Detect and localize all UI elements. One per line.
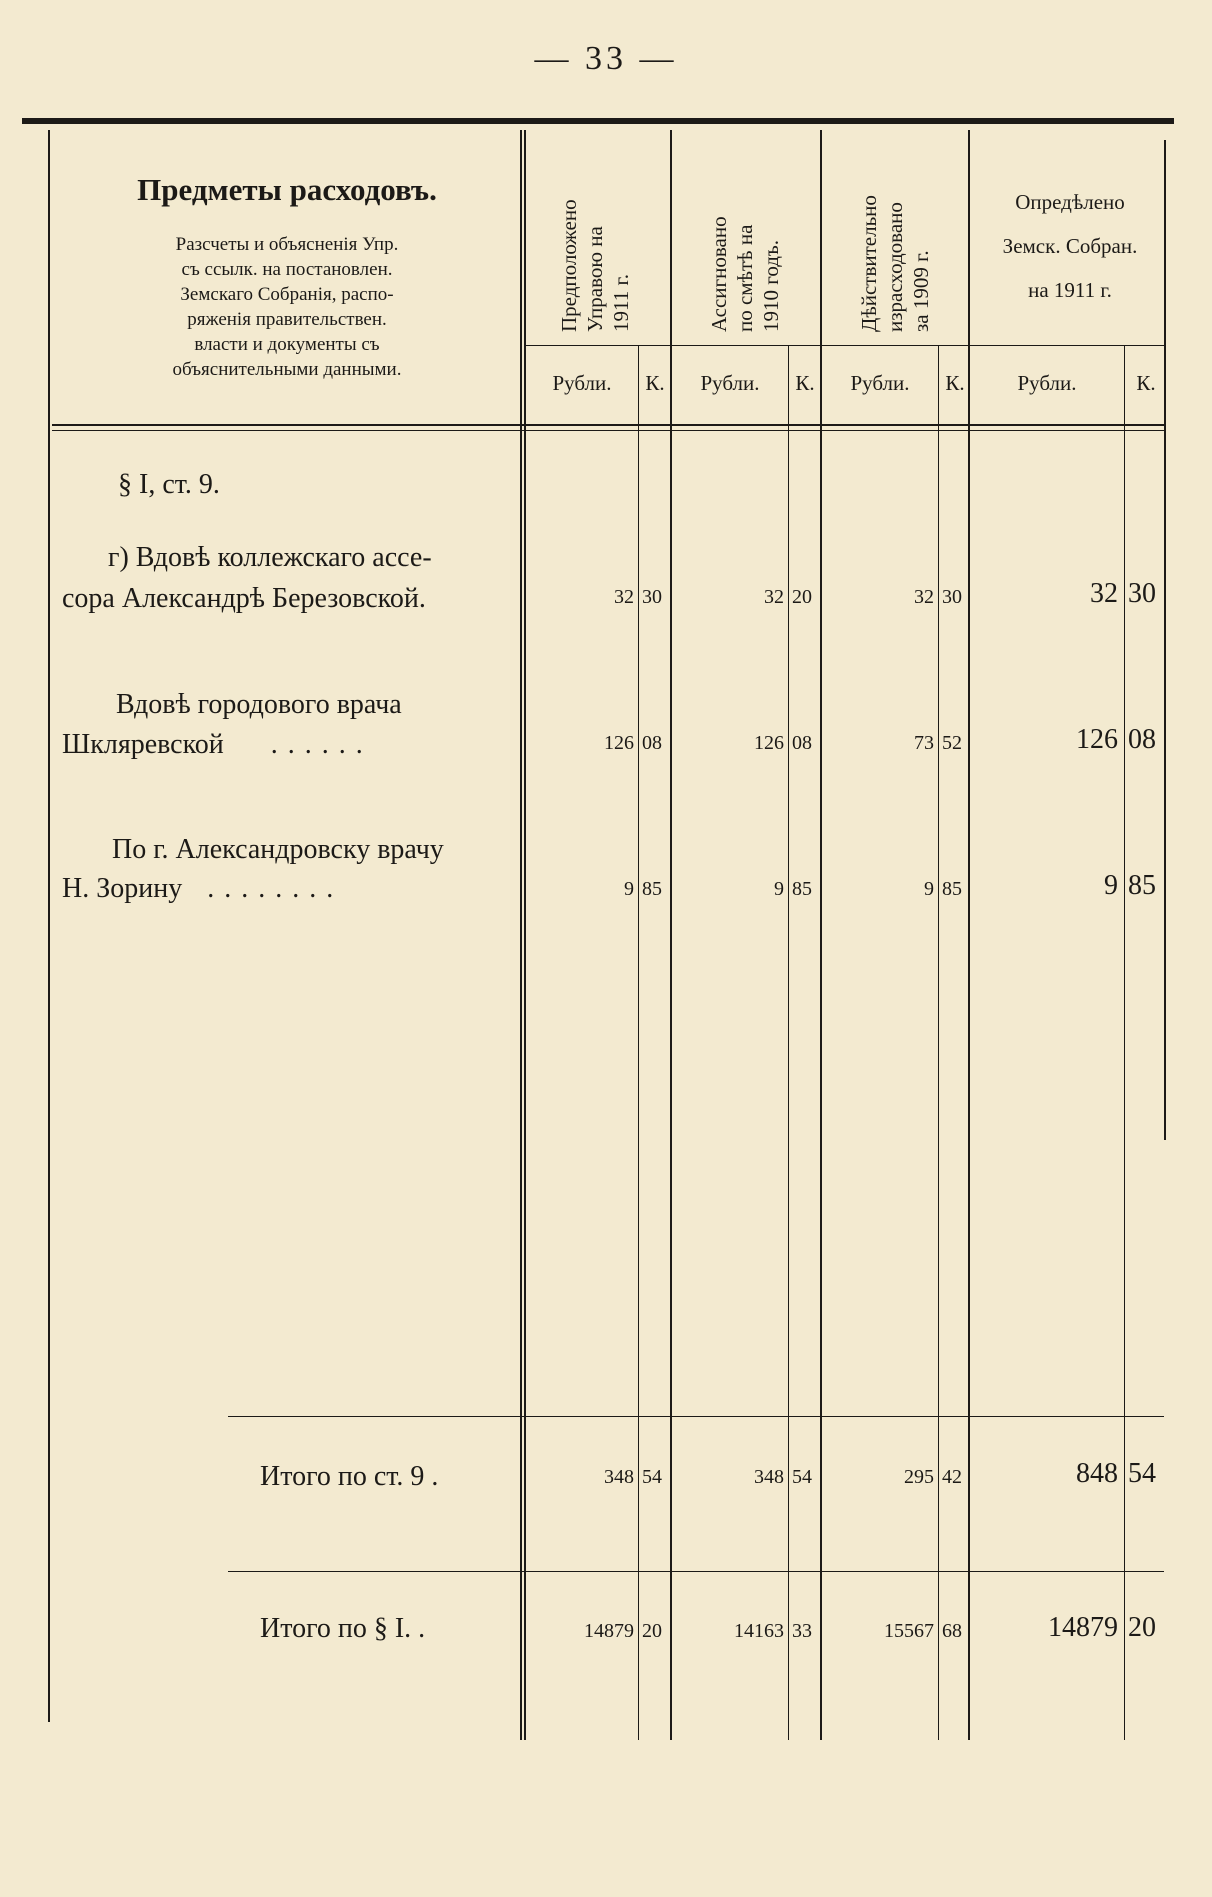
- table-subtitle: Разсчеты и объясненія Упр. съ ссылк. на постановлен. Земскаго Собранія, распо- ряженія правительствен. власти и документы съ объяснительными данными.: [172, 234, 402, 380]
- column-header-determined: Опредѣлено Земск. Собран. на 1911 г.: [1002, 190, 1138, 302]
- top-rule: [22, 118, 1174, 124]
- section-heading: § I, ст. 9.: [118, 469, 220, 500]
- page-number: — 33 —: [534, 40, 678, 77]
- table-title: Предметы расходовъ.: [137, 172, 437, 207]
